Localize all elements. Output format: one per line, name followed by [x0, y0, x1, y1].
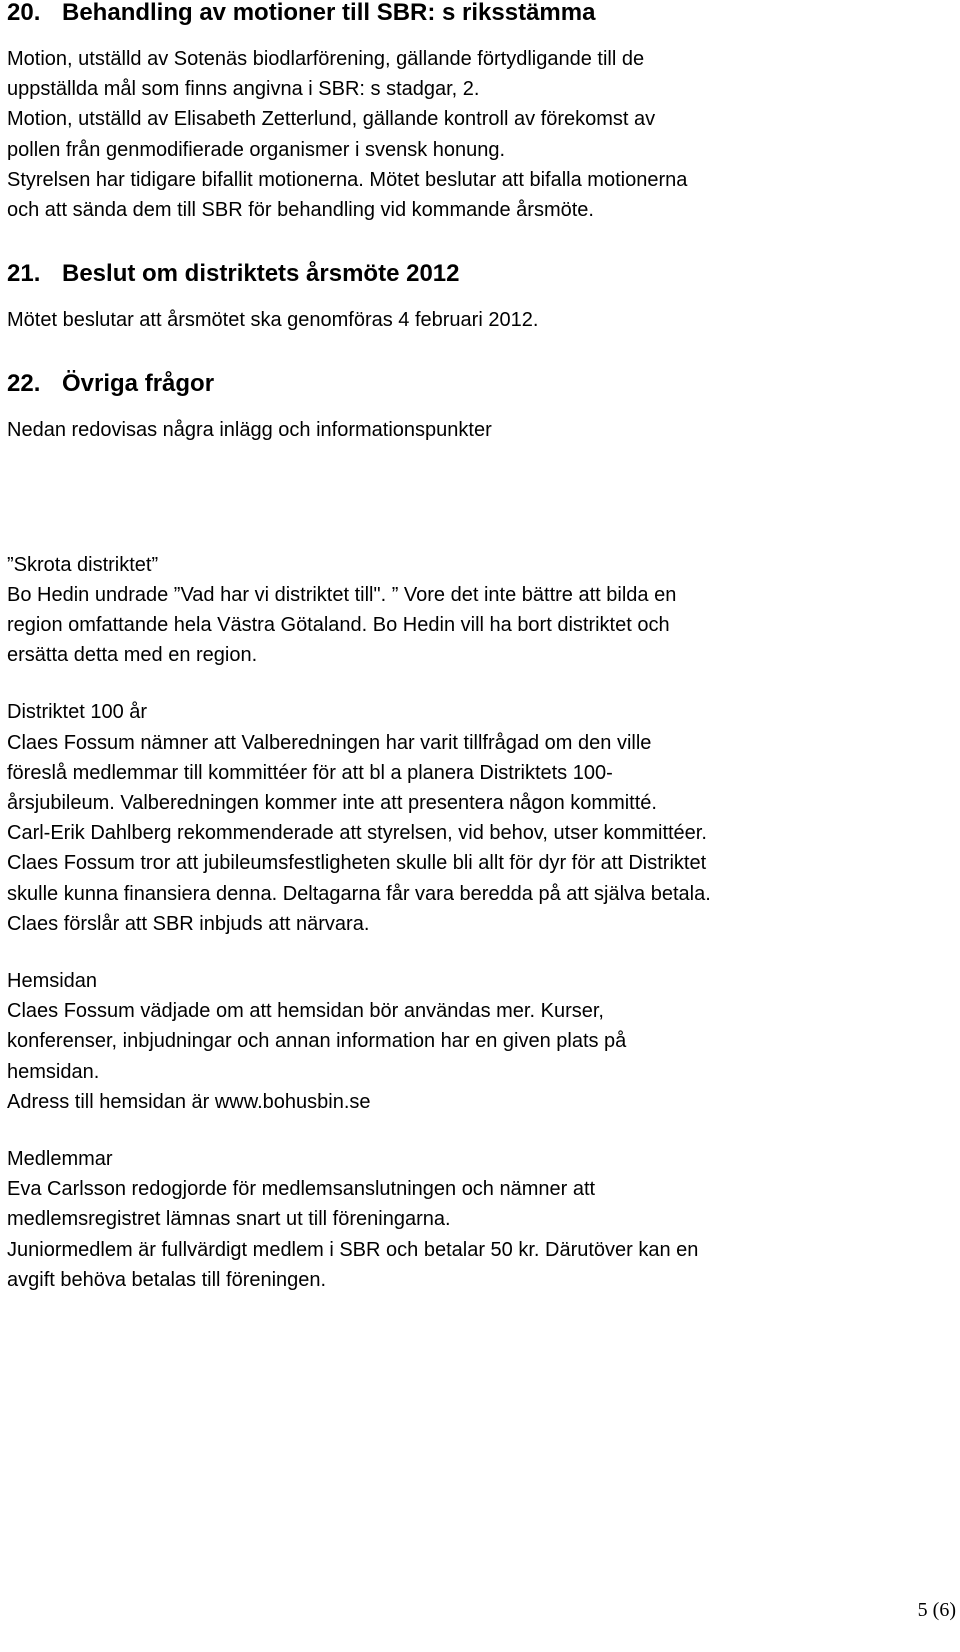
topic-body: Eva Carlsson redogjorde för medlemsanslutningen och nämner att medlemsregistret lämnas snart ut till föreningarna. Juniormedlem är fullvärdigt medlem i SBR och betalar 50 kr. Därutöver kan en avgift behöva betalas till föreningen.: [7, 1178, 699, 1291]
topic-title: Hemsidan: [7, 970, 98, 993]
section-body: Mötet beslutar att årsmötet ska genomföras 4 februari 2012.: [7, 309, 539, 332]
section-number: 20.: [7, 0, 41, 26]
page-number: 5 (6): [917, 1599, 956, 1621]
section-title: Övriga frågor: [62, 370, 215, 398]
topic-hemsidan: [7, 966, 957, 1117]
document-content: [7, 0, 957, 1295]
section-22: [7, 369, 957, 1295]
section-number: 22.: [7, 370, 41, 398]
section-title: Beslut om distriktets årsmöte 2012: [62, 260, 460, 288]
section-number: 21.: [7, 260, 41, 288]
topic-skrota-distriktet: [7, 550, 957, 671]
section-intro: Nedan redovisas några inlägg och informationspunkter: [7, 419, 492, 442]
section-21: [7, 259, 957, 335]
topic-body: Bo Hedin undrade ”Vad har vi distriktet till". ” Vore det inte bättre att bilda en region omfattande hela Västra Götaland. Bo Hedin vill ha bort distriktet och ersätta detta med en region.: [7, 583, 677, 667]
section-20: [7, 0, 957, 225]
topic-body: Claes Fossum nämner att Valberedningen har varit tillfrågad om den ville föreslå medlemmar till kommittéer för att bl a planera Distriktets 100- årsjubileum. Valberedningen kommer inte att presentera någon kommitté. Carl-Erik Dahlberg rekommenderade att styrelsen, vid behov, utser kommittéer. Claes Fossum tror att jubileumsfestligheten skulle bli allt för dyr för att Distriktet skulle kunna finansiera denna. Deltagarna får vara beredda på att själva betala. Claes förslår att SBR inbjuds att närvara.: [7, 731, 711, 935]
topic-body: Claes Fossum vädjade om att hemsidan bör användas mer. Kurser, konferenser, inbjudningar och annan information har en given plats på hemsidan. Adress till hemsidan är www.bohusbin.se: [7, 1000, 627, 1113]
section-body: Motion, utställd av Sotenäs biodlarförening, gällande förtydligande till de uppställda mål som finns angivna i SBR: s stadgar, 2. Motion, utställd av Elisabeth Zetterlund, gällande kontroll av förekomst av pollen från genmodifierade organismer i svensk honung. Styrelsen har tidigare bifallit motionerna. Mötet beslutar att bifalla motionerna och att sända dem till SBR för behandling vid kommande årsmöte.: [7, 48, 688, 222]
section-heading: [7, 369, 957, 399]
topic-title: ”Skrota distriktet”: [7, 553, 159, 576]
topic-distriktet-100-ar: [7, 697, 957, 939]
section-heading: [7, 259, 957, 289]
section-heading: [7, 0, 957, 28]
topic-medlemmar: [7, 1144, 957, 1295]
topic-title: Medlemmar: [7, 1148, 113, 1171]
topic-title: Distriktet 100 år: [7, 701, 148, 724]
section-title: Behandling av motioner till SBR: s riksstämma: [62, 0, 596, 26]
